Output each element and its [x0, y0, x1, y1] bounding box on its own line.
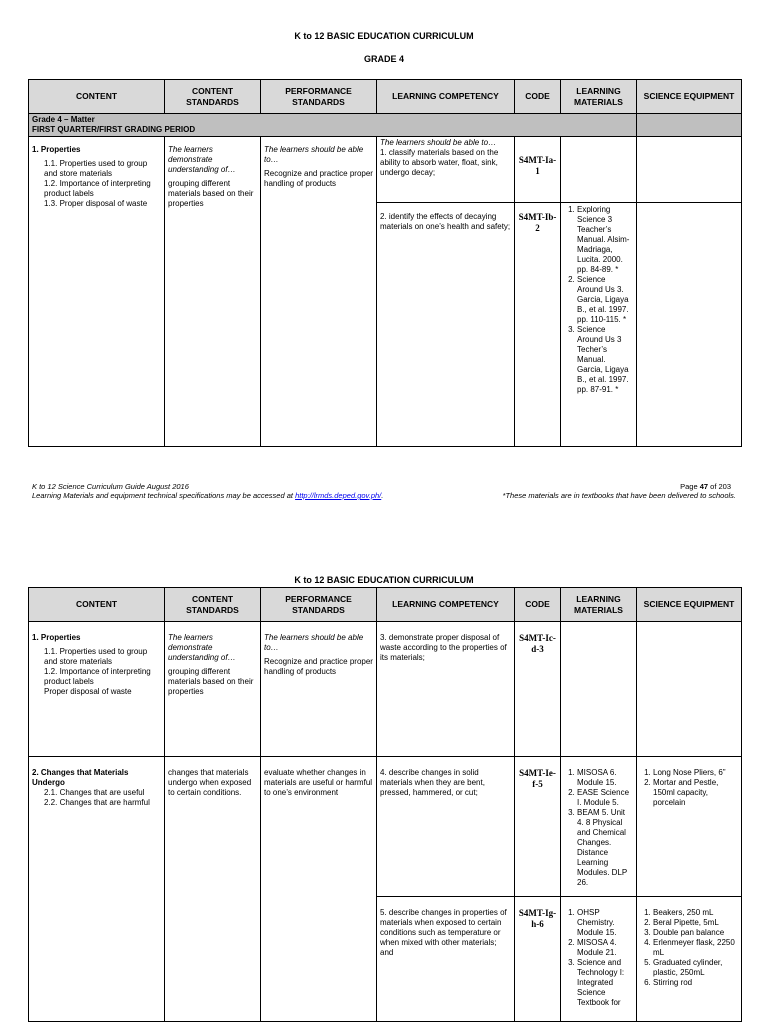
list-item: 3. Double pan balance — [653, 928, 738, 938]
competency-4: 4. describe changes in solid materials when they are bent, pressed, hammered, or cut; — [377, 757, 515, 897]
content-item: 2.2. Changes that are harmful — [44, 798, 150, 807]
content-standard-intro: The learners demonstrate understanding of… — [168, 145, 236, 174]
page2-title: K to 12 BASIC EDUCATION CURRICULUM — [294, 575, 474, 585]
learning-materials-list — [564, 768, 633, 888]
header-row — [29, 588, 742, 622]
header-learning-materials: LEARNING MATERIALS — [561, 588, 637, 622]
list-item: 3. Science Around Us 3 Techer’s Manual. Garcia, Ligaya B., et al. 1997. pp. 87-91. * — [577, 325, 633, 395]
list-item: 2. Science Around Us 3. Garcia, Ligaya B., et al. 1997. pp. 110-115. * — [577, 275, 633, 325]
footer-guide: K to 12 Science Curriculum Guide August 2016 — [32, 482, 189, 491]
header-code: CODE — [515, 80, 561, 114]
table-row — [29, 622, 742, 757]
content-item: 1.1. Properties used to group and store materials — [44, 159, 148, 178]
competency-5: 5. describe changes in properties of materials when exposed to certain conditions such as temperature or when mixed with other materials; and — [377, 897, 515, 1022]
performance-standard-intro: The learners should be able to… — [264, 145, 364, 164]
header-content-standards: CONTENT STANDARDS — [165, 588, 261, 622]
header-science-equipment: SCIENCE EQUIPMENT — [637, 588, 742, 622]
content-item: 1.1. Properties used to group and store materials — [44, 647, 148, 666]
list-item: 2. Mortar and Pestle, 150ml capacity, porcelain — [653, 778, 738, 808]
content-title: 1. Properties — [32, 145, 81, 154]
performance-standard-text: Recognize and practice proper handling of products — [264, 169, 373, 188]
footer-link[interactable]: http://lrmds.deped.gov.ph/ — [295, 491, 382, 500]
science-equipment-list — [640, 908, 738, 988]
competency-1: 1. classify materials based on the ability to absorb water, float, sink, undergo decay; — [380, 148, 499, 177]
footer-note: *These materials are in textbooks that have been delivered to schools. — [502, 491, 736, 500]
list-item: 3. Science and Technology I: Integrated Science Textbook for — [577, 958, 633, 1008]
content-item: 2.1. Changes that are useful — [44, 788, 145, 797]
curriculum-table-2 — [28, 587, 742, 1022]
code-3: S4MT-Ic-d-3 — [515, 622, 561, 757]
band-quarter: FIRST QUARTER/FIRST GRADING PERIOD — [32, 125, 196, 134]
footer-access-text: Learning Materials and equipment technical specifications may be accessed at — [32, 491, 296, 500]
footer-page: Page 47 of 203 — [680, 482, 731, 491]
grade-title: GRADE 4 — [363, 54, 404, 64]
competency-2: 2. identify the effects of decaying materials on one’s health and safety; — [377, 203, 515, 447]
header-performance-standards: PERFORMANCE STANDARDS — [261, 588, 377, 622]
list-item: 5. Graduated cylinder, plastic, 250mL — [653, 958, 738, 978]
list-item: 1. OHSP Chemistry. Module 15. — [577, 908, 633, 938]
content-item: 1.2. Importance of interpreting product labels — [44, 179, 151, 198]
grade-band-row — [29, 114, 742, 137]
performance-standard-text: evaluate whether changes in materials are useful or harmful to one’s environment — [261, 757, 377, 1022]
content-item: 1.3. Proper disposal of waste — [44, 199, 148, 208]
header-learning-materials: LEARNING MATERIALS — [561, 80, 637, 114]
learning-materials-list — [564, 908, 633, 1008]
content-item: 1.2. Importance of interpreting product labels — [44, 667, 151, 686]
list-item: 2. MISOSA 4. Module 21. — [577, 938, 633, 958]
content-standard-text: grouping different materials based on their properties — [168, 179, 254, 208]
header-performance-standards: PERFORMANCE STANDARDS — [261, 80, 377, 114]
header-row — [29, 80, 742, 114]
list-item: 6. Stirring rod — [653, 978, 738, 988]
list-item: 3. BEAM 5. Unit 4. 8 Physical and Chemical Changes. Distance Learning Modules. DLP 26. — [577, 808, 633, 888]
competency-intro: The learners should be able to… — [380, 138, 497, 147]
content-standard-intro: The learners demonstrate understanding of… — [168, 633, 236, 662]
table-row — [29, 137, 742, 203]
header-code: CODE — [515, 588, 561, 622]
header-content: CONTENT — [29, 588, 165, 622]
code-1: S4MT-Ia-1 — [515, 137, 561, 203]
content-title: 1. Properties — [32, 633, 81, 642]
header-content-standards: CONTENT STANDARDS — [165, 80, 261, 114]
learning-materials-list — [564, 205, 633, 395]
code-5: S4MT-Ig-h-6 — [515, 897, 561, 1022]
page-number: 47 — [699, 482, 709, 491]
performance-standard-intro: The learners should be able to… — [264, 633, 364, 652]
table-row — [29, 757, 742, 897]
list-item: 1. Long Nose Pliers, 6” — [653, 768, 738, 778]
performance-standard-text: Recognize and practice proper handling of products — [264, 657, 373, 676]
header-science-equipment: SCIENCE EQUIPMENT — [637, 80, 742, 114]
content-standard-text: grouping different materials based on their properties — [168, 667, 254, 696]
list-item: 2. Beral Pipette, 5mL — [653, 918, 738, 928]
code-4: S4MT-Ie-f-5 — [515, 757, 561, 897]
page-title: K to 12 BASIC EDUCATION CURRICULUM — [294, 31, 474, 41]
science-equipment-list — [640, 768, 738, 808]
list-item: 2. EASE Science I. Module 5. — [577, 788, 633, 808]
list-item: 4. Erlenmeyer flask, 2250 mL — [653, 938, 738, 958]
header-learning-competency: LEARNING COMPETENCY — [377, 80, 515, 114]
band-grade: Grade 4 – Matter — [32, 115, 95, 124]
header-content: CONTENT — [29, 80, 165, 114]
competency-3: 3. demonstrate proper disposal of waste according to the properties of its materials; — [377, 622, 515, 757]
list-item: 1. Exploring Science 3 Teacher’s Manual. Alsim-Madriaga, Lucita. 2000. pp. 84-89. * — [577, 205, 633, 275]
content-standard-text: changes that materials undergo when exposed to certain conditions. — [165, 757, 261, 1022]
code-2: S4MT-Ib-2 — [515, 203, 561, 447]
list-item: 1. Beakers, 250 mL — [653, 908, 738, 918]
header-learning-competency: LEARNING COMPETENCY — [377, 588, 515, 622]
curriculum-table-1 — [28, 79, 742, 447]
footer-access: Learning Materials and equipment technical specifications may be accessed at http://lrmds.deped.gov.ph/. — [32, 491, 384, 500]
content-item: Proper disposal of waste — [44, 687, 132, 696]
list-item: 1. MISOSA 6. Module 15. — [577, 768, 633, 788]
content-title: 2. Changes that Materials Undergo — [32, 768, 129, 787]
